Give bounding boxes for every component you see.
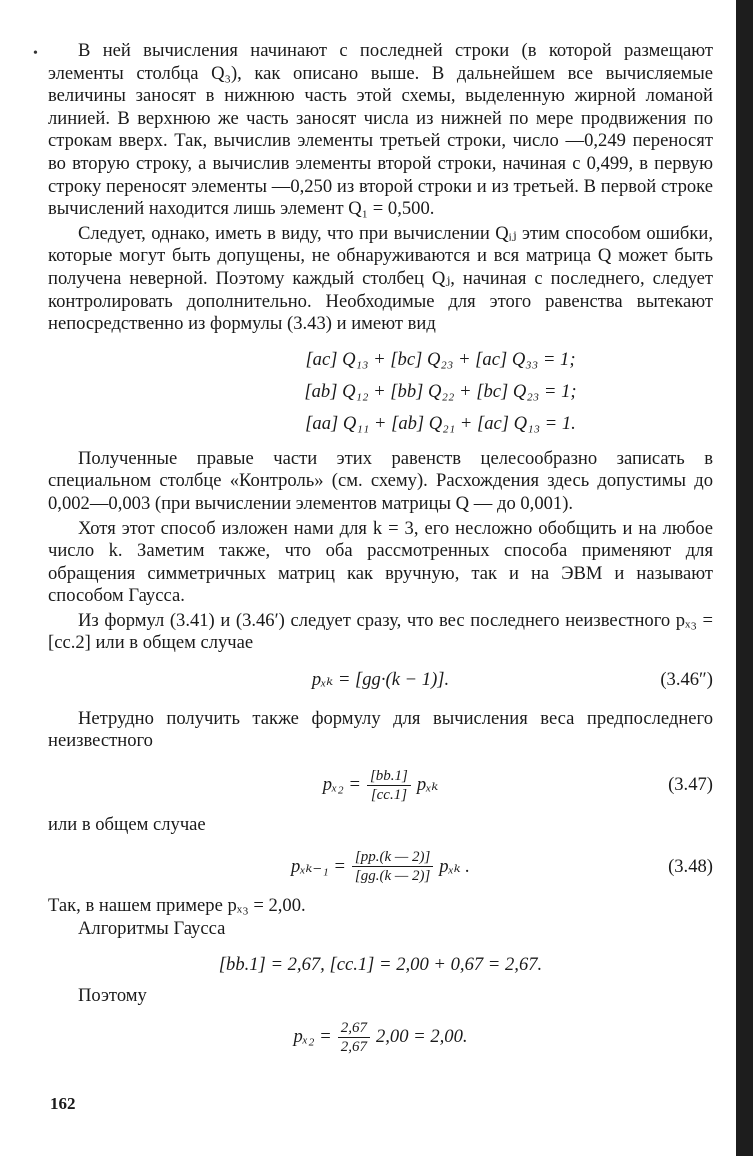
- margin-mark: •: [33, 46, 38, 61]
- formula-3-46-number: (3.46″): [660, 669, 713, 691]
- formula-3-48-denominator: [gg.(k — 2)]: [354, 868, 431, 885]
- final-formula-denominator: 2,67: [340, 1039, 367, 1056]
- paragraph-6: Нетрудно получить также формулу для вычисления веса предпоследнего неизвестного: [48, 707, 713, 752]
- control-equation-1: [ac] Q₁₃ + [bc] Q₂₃ + [ac] Q₃₃ = 1;: [305, 348, 576, 370]
- final-formula: [48, 1019, 713, 1056]
- page-number: 162: [50, 1094, 76, 1113]
- paragraph-10: Поэтому: [78, 984, 147, 1006]
- final-formula-fraction: [338, 1019, 370, 1056]
- formula-3-48: [48, 848, 713, 885]
- formula-3-47-fraction: [367, 767, 411, 804]
- page-edge-shadow: [736, 0, 753, 1156]
- control-equation-2: [ab] Q₁₂ + [bb] Q₂₂ + [bc] Q₂₃ = 1;: [304, 380, 577, 402]
- final-formula-rhs: 2,00 = 2,00.: [375, 1026, 468, 1048]
- final-formula-numerator: 2,67: [338, 1019, 370, 1038]
- paragraph-4: Хотя этот способ изложен нами для k = 3, его несложно обобщить и на любое число k. Заметим также, что оба рассмотренных способа применяют для обращения симметричных матриц как вручную, так и на ЭВМ и называют способом Гаусса.: [48, 517, 713, 607]
- formula-3-47-denominator: [cc.1]: [370, 786, 408, 803]
- formula-3-47-numerator: [bb.1]: [367, 767, 411, 786]
- paragraph-2: Следует, однако, иметь в виду, что при вычислении Qᵢⱼ этим способом ошибки, которые могут быть допущены, не обнаруживаются и вся матрица Q может быть получена неверной. Поэтому каждый столбец Qⱼ, начиная с последнего, следует контролировать дополнительно. Необходимые для этого равенства вытекают непосредственно из формулы (3.43) и имеют вид: [48, 222, 713, 335]
- formula-3-46: [48, 669, 713, 692]
- gauss-algorithms-formula: [bb.1] = 2,67, [cc.1] = 2,00 + 0,67 = 2,67.: [218, 953, 543, 975]
- paragraph-9: Алгоритмы Гаусса: [78, 918, 226, 940]
- formula-3-47-rhs: pₓₖ: [416, 774, 439, 796]
- control-equation-3: [aa] Q₁₁ + [ab] Q₂₁ + [ac] Q₁₃ = 1.: [305, 412, 576, 434]
- formula-3-47-number: (3.47): [668, 774, 713, 796]
- paragraph-3: Полученные правые части этих равенств целесообразно записать в специальном столбце «Контроль» (см. схему). Расхождения здесь допустимы до 0,002—0,003 (при вычислении элементов матрицы Q — до 0,001).: [48, 447, 713, 514]
- formula-3-48-number: (3.48): [668, 855, 713, 877]
- paragraph-5: Из формул (3.41) и (3.46′) следует сразу, что вес последнего неизвестного pₓ₃ = [cc.2] или в общем случае: [48, 609, 713, 654]
- formula-3-48-numerator: [pp.(k — 2)]: [352, 848, 433, 867]
- paragraph-8: Так, в нашем примере pₓ₃ = 2,00.: [48, 895, 306, 917]
- formula-3-48-fraction: [352, 848, 433, 885]
- final-formula-lhs: pₓ₂ =: [293, 1026, 332, 1048]
- formula-3-47: [48, 767, 713, 804]
- formula-3-48-rhs: pₓₖ .: [439, 855, 470, 877]
- control-equations: [168, 346, 713, 438]
- paragraph-1: В ней вычисления начинают с последней строки (в которой размещают элементы столбца Q₃), как описано выше. В дальнейшем все вычисляемые величины заносят в нижнюю часть этой схемы, выделенную жирной ломаной линией. В верхнюю же часть заносят числа из нижней по мере продвижения по строкам вверх. Так, вычислив элементы третьей строки, число —0,249 переносят во вторую строку, а вычислив элементы второй строки, начиная с 0,499, в первую строку переносят элементы —0,250 из второй строки и из третьей. В первой строке вычислений находится лишь элемент Q₁ = 0,500.: [48, 40, 713, 220]
- formula-3-48-lhs: pₓₖ₋₁ =: [291, 855, 346, 877]
- formula-3-47-lhs: pₓ₂ =: [322, 774, 361, 796]
- formula-3-46-body: pₓₖ = [gg·(k − 1)].: [311, 669, 450, 691]
- paragraph-7: или в общем случае: [48, 813, 206, 835]
- page-body: [48, 40, 713, 1068]
